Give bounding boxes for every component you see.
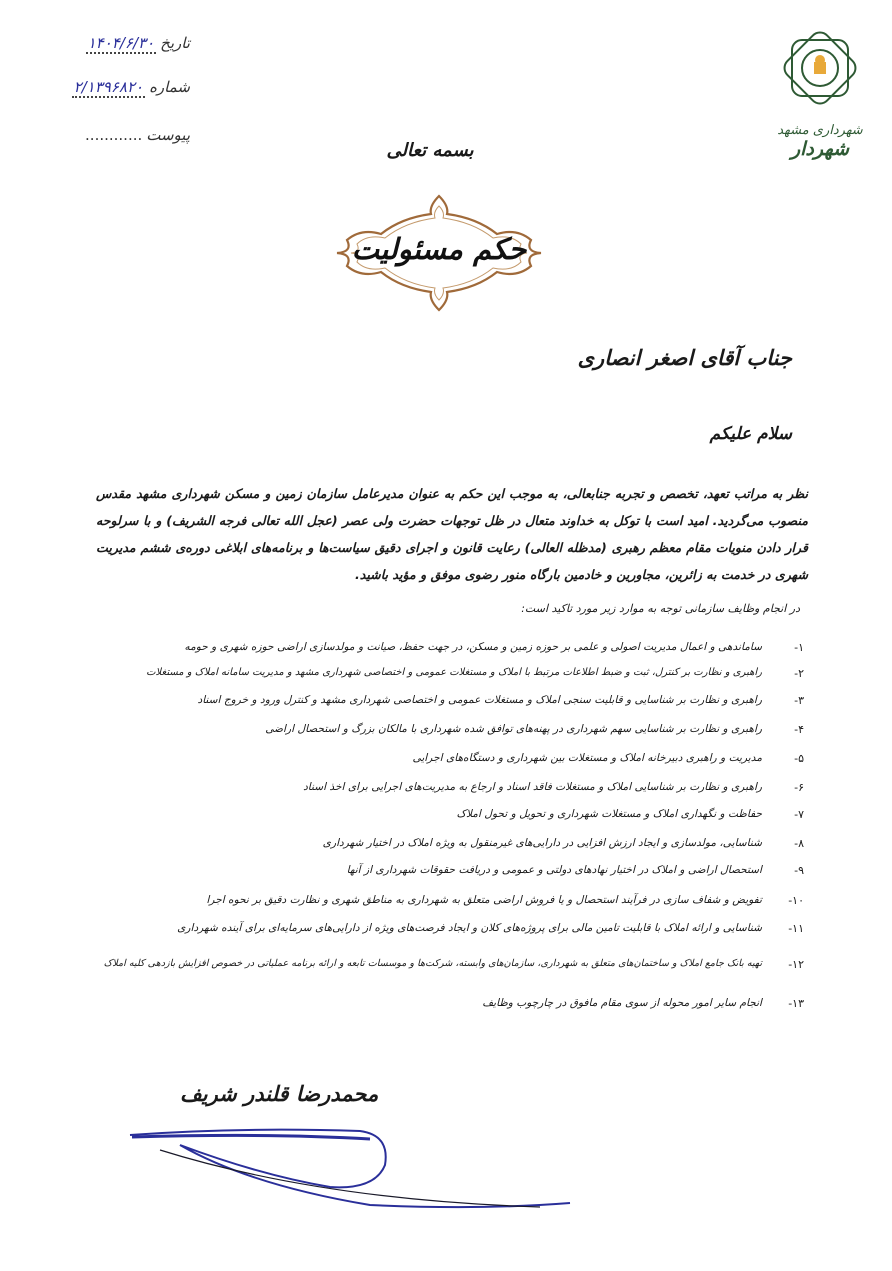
list-item: راهبری و نظارت بر شناسایی سهم شهرداری در پهنه‌های توافق شده شهرداری با مالکان بزرگ و استحصال اراضی xyxy=(265,723,762,735)
item-number: ۱۰- xyxy=(788,894,804,907)
handwritten-signature xyxy=(120,1115,590,1215)
list-item: شناسایی، مولدسازی و ایجاد ارزش افزایی در دارایی‌های غیرمنقول به ویژه املاک در اختیار شهرداری xyxy=(322,837,762,849)
item-number: ۴- xyxy=(794,723,804,736)
item-number: ۱۳- xyxy=(788,997,804,1010)
list-item: حفاظت و نگهداری املاک و مستغلات شهرداری و تحویل و تحول املاک xyxy=(456,808,762,820)
recipient: جناب آقای اصغر انصاری xyxy=(577,346,792,370)
item-number: ۵- xyxy=(794,752,804,765)
attachment-field: پیوست............ xyxy=(85,126,190,144)
list-item: انجام سایر امور محوله از سوی مقام مافوق در چارچوب وظایف xyxy=(482,997,762,1009)
document-title: حکم مسئولیت xyxy=(351,232,527,266)
list-item: مدیریت و راهبری دبیرخانه املاک و مستغلات بین شهرداری و دستگاه‌های اجرایی xyxy=(412,752,762,764)
greeting: سلام علیکم xyxy=(709,424,792,444)
item-number: ۳- xyxy=(794,694,804,707)
list-item: تفویض و شفاف سازی در فرآیند استحصال و یا فروش اراضی متعلق به شهرداری به مناطق شهری و نظارت دقیق بر نحوه اجرا xyxy=(206,894,762,906)
list-item: راهبری و نظارت بر کنترل، ثبت و ضبط اطلاعات مرتبط با املاک و مستغلات عمومی و اختصاصی شهرداری مشهد و مدیریت سامانه املاک و مستغلات xyxy=(146,667,762,678)
date-field: تاریخ۱۴۰۴/۶/۳۰ xyxy=(87,34,190,52)
item-number: ۹- xyxy=(794,864,804,877)
logo-line2: شهردار xyxy=(790,138,850,160)
item-number: ۲- xyxy=(794,667,804,680)
item-number: ۱۱- xyxy=(788,922,804,935)
star-emblem-icon xyxy=(770,28,870,118)
signatory-name: محمدرضا قلندر شریف xyxy=(180,1082,379,1106)
item-number: ۸- xyxy=(794,837,804,850)
list-item: استحصال اراضی و املاک در اختیار نهادهای دولتی و عمومی و دریافت حقوقات شهرداری از آنها xyxy=(346,864,762,876)
basmala: بسمه تعالی xyxy=(386,140,474,161)
list-item: شناسایی و ارائه املاک با قابلیت تامین مالی برای پروژه‌های کلان و ایجاد فرصت‌های ویژه از دارایی‌های سرمایه‌ای برای آینده شهرداری xyxy=(177,922,762,934)
body-paragraph: نظر به مراتب تعهد، تخصص و تجربه جنابعالی، به موجب این حکم به عنوان مدیرعامل سازمان زمین و مسکن شهرداری مشهد مقدس منصوب می‌گردید. امید است با توکل به خداوند متعال در ظل توجهات حضرت ولی عصر (عجل الله تعالی فرجه الشریف) و با سرلوحه قرار دادن منویات مقام معظم رهبری (مدظله العالی) رعایت قانون و اجرای دقیق سیاست‌ها و برنامه‌های ابلاغی دوره‌ی ششم مدیریت شهری در خدمت به زائرین، مجاورین و خادمین بارگاه منور رضوی موفق و مؤید باشید. xyxy=(96,486,808,582)
list-item: ساماندهی و اعمال مدیریت اصولی و علمی بر حوزه زمین و مسکن، در جهت حفظ، صیانت و مولدسازی اراضی حوزه شهری و حومه xyxy=(184,641,762,653)
list-item: راهبری و نظارت بر شناسایی و قابلیت سنجی املاک و مستغلات عمومی و اختصاصی شهرداری مشهد و کنترل ورود و خروج اسناد xyxy=(197,694,762,706)
item-number: ۷- xyxy=(794,808,804,821)
item-number: ۱- xyxy=(794,641,804,654)
duties-intro: در انجام وظایف سازمانی توجه به موارد زیر مورد تاکید است: xyxy=(521,602,800,615)
municipality-logo xyxy=(770,28,870,158)
number-field: شماره۲/۱۳۹۶۸۲۰ xyxy=(73,78,190,96)
item-number: ۱۲- xyxy=(788,958,804,971)
list-item: راهبری و نظارت بر شناسایی املاک و مستغلات فاقد اسناد و ارجاع به مدیریت‌های اجرایی برای اخذ اسناد xyxy=(303,781,762,793)
list-item: تهیه بانک جامع املاک و ساختمان‌های متعلق به شهرداری، سازمان‌های وابسته، شرکت‌ها و موسسات تابعه و ارائه برنامه عملیاتی در خصوص افزایش بازدهی کلیه املاک xyxy=(103,958,762,969)
item-number: ۶- xyxy=(794,781,804,794)
logo-line1: شهرداری مشهد xyxy=(777,123,863,138)
